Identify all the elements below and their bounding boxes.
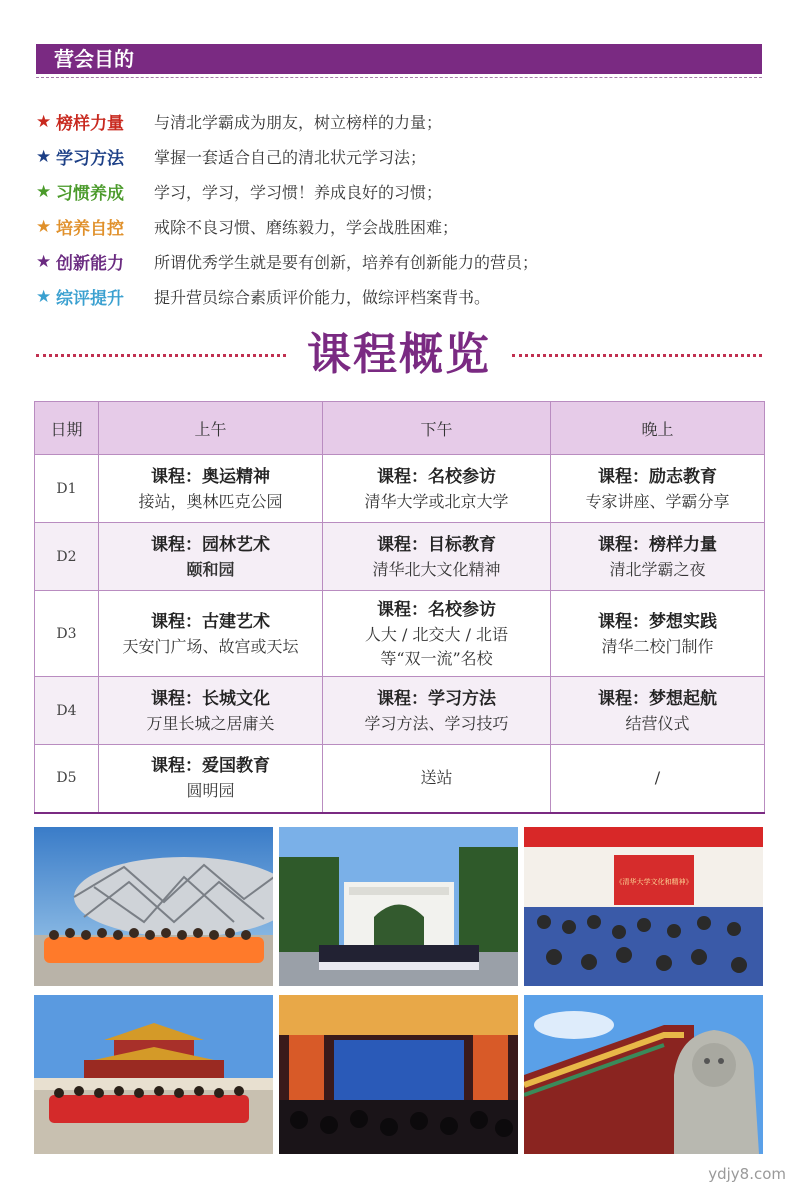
dotted-divider-right [512,354,762,357]
star-icon: ★ [36,251,52,272]
table-row [35,523,765,591]
course-topic: 课程：榜样力量 [598,534,717,555]
goal-item [36,104,756,139]
course-detail: 清华大学或北京大学 [364,491,509,511]
course-topic: 课程：励志教育 [598,466,717,487]
goal-label: 综评提升 [56,289,124,309]
goal-label: 培养自控 [56,219,124,239]
goal-item [36,279,756,314]
course-detail: 清华北大文化精神 [372,559,501,579]
day-cell: D3 [35,591,99,677]
morning-cell [99,745,323,813]
goal-desc: 与清北学霸成为朋友，树立榜样的力量； [154,113,443,132]
course-detail: / [654,768,661,788]
star-icon: ★ [36,111,52,132]
header-morning: 上午 [99,402,323,455]
evening-cell [551,455,765,523]
goal-item [36,174,756,209]
goal-item [36,244,756,279]
day-cell: D5 [35,745,99,813]
goal-item [36,209,756,244]
header-evening: 晚上 [551,402,765,455]
course-detail: 万里长城之居庸关 [146,713,275,733]
day-cell: D2 [35,523,99,591]
forbidden-city-group-photo [34,995,273,1154]
goal-label: 榜样力量 [56,114,124,134]
goal-desc: 学习，学习，学习惯！养成良好的习惯； [154,183,443,202]
evening-cell [551,677,765,745]
lecture-banner-text: 《清华大学文化和精神》 [615,878,693,886]
afternoon-cell [323,523,551,591]
goal-desc: 所谓优秀学生就是要有创新，培养有创新能力的营员； [154,253,539,272]
morning-cell [99,455,323,523]
star-icon: ★ [36,181,52,202]
star-icon: ★ [36,216,52,237]
goals-list [36,104,756,314]
watermark-text: ydjy8.com [708,1165,786,1183]
course-topic: 课程：名校参访 [377,599,496,620]
section-header-bar [36,44,762,74]
course-topic: 课程：目标教育 [377,534,496,555]
evening-cell [551,591,765,677]
course-detail: 人大 / 北交大 / 北语 [364,624,509,644]
section-title-course-overview: 课程概览 [307,329,491,380]
lecture-hall-photo [524,827,763,986]
course-detail: 专家讲座、学霸分享 [585,491,730,511]
table-row [35,455,765,523]
star-icon: ★ [36,286,52,307]
course-detail: 清北学霸之夜 [609,559,706,579]
star-icon: ★ [36,146,52,167]
course-detail-line2: 等“双一流”名校 [380,648,493,668]
course-topic: 课程：爱国教育 [151,756,270,777]
day-cell: D1 [35,455,99,523]
afternoon-cell [323,745,551,813]
morning-cell [99,677,323,745]
header-afternoon: 下午 [323,402,551,455]
evening-cell [551,523,765,591]
course-topic: 课程：梦想实践 [598,611,717,632]
table-row [35,677,765,745]
goal-item [36,139,756,174]
course-topic: 课程：园林艺术 [151,534,270,555]
goal-desc: 提升营员综合素质评价能力，做综评档案背书。 [154,288,491,307]
course-overview-heading [36,328,762,382]
dotted-divider-left [36,354,286,357]
course-topic: 课程：古建艺术 [151,611,270,632]
afternoon-cell [323,677,551,745]
header-date: 日期 [35,402,99,455]
course-detail: 天安门广场、故宫或天坛 [122,636,299,656]
afternoon-cell [323,455,551,523]
course-topic: 课程：长城文化 [151,688,270,709]
goal-label: 习惯养成 [56,184,124,204]
morning-cell [99,591,323,677]
course-detail: 颐和园 [186,559,235,579]
course-detail: 送站 [420,768,453,788]
morning-cell [99,523,323,591]
tsinghua-gate-group-photo [279,827,518,986]
stone-lion-gate-photo [524,995,763,1154]
course-detail: 学习方法、学习技巧 [364,713,509,733]
table-row [35,591,765,677]
table-header-row [35,402,765,455]
evening-cell [551,745,765,813]
stage-ceremony-photo [279,995,518,1154]
course-detail: 清华二校门制作 [601,636,714,656]
schedule-table [34,401,765,814]
section-title-camp-purpose: 营会目的 [54,47,134,71]
afternoon-cell [323,591,551,677]
section-divider [36,77,762,78]
birds-nest-group-photo [34,827,273,986]
course-detail: 圆明园 [186,781,235,801]
goal-desc: 掌握一套适合自己的清北状元学习法； [154,148,427,167]
course-topic: 课程：奥运精神 [151,466,270,487]
course-topic: 课程：梦想起航 [598,688,717,709]
day-cell: D4 [35,677,99,745]
goal-label: 创新能力 [56,254,124,274]
goal-desc: 戒除不良习惯、磨练毅力，学会战胜困难； [154,218,459,237]
course-topic: 课程：学习方法 [377,688,496,709]
course-detail: 结营仪式 [625,713,690,733]
course-topic: 课程：名校参访 [377,466,496,487]
goal-label: 学习方法 [56,149,124,169]
table-row [35,745,765,813]
course-detail: 接站，奥林匹克公园 [138,491,283,511]
